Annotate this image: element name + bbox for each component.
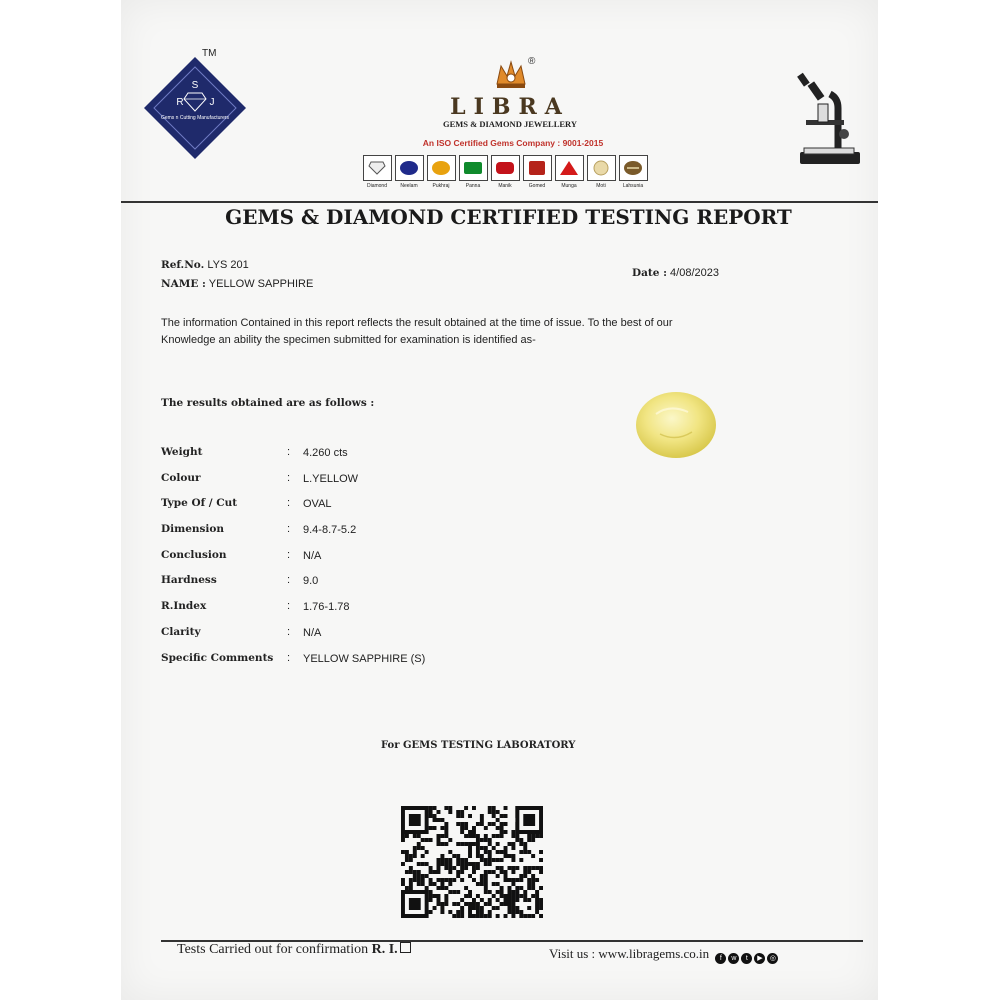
intro-line-1: The information Contained in this report reflects the result obtained at the time of issue. To the best of our — [161, 317, 673, 329]
spec-row-colour — [161, 466, 601, 492]
intro-paragraph — [161, 315, 791, 349]
srj-tagline: Gems n Cutting Manufacturers — [160, 115, 230, 121]
ri-label: R. I. — [371, 942, 398, 957]
spec-colon: : — [287, 497, 291, 510]
pukhraj-stone-icon — [431, 160, 451, 176]
spec-label: Conclusion — [161, 548, 227, 561]
spec-colon: : — [287, 600, 291, 613]
spec-label: Colour — [161, 471, 201, 484]
moti-pearl-icon — [591, 160, 611, 176]
ref-number — [161, 259, 249, 271]
gem-munga: Munga — [554, 155, 584, 195]
spec-value: OVAL — [303, 498, 332, 511]
whatsapp-icon[interactable]: w — [728, 953, 739, 964]
crown-icon — [493, 56, 529, 92]
gem-icons-row — [362, 155, 648, 195]
website-text[interactable]: Visit us : www.libragems.co.in — [549, 946, 710, 961]
spec-value: N/A — [303, 549, 322, 562]
date-value: 4/08/2023 — [670, 267, 719, 279]
spec-row-hardness — [161, 568, 601, 594]
results-heading: The results obtained are as follows : — [161, 397, 375, 409]
lab-signature: For GEMS TESTING LABORATORY — [381, 740, 576, 751]
spec-value: 9.4-8.7-5.2 — [303, 524, 357, 537]
name-label: NAME : — [161, 278, 206, 290]
qr-finder-pattern — [409, 814, 421, 826]
spec-label: Dimension — [161, 523, 225, 536]
munga-stone-icon — [559, 160, 579, 176]
lahsunia-stone-icon — [623, 160, 643, 176]
spec-value: L.YELLOW — [303, 472, 359, 485]
spec-value: 1.76-1.78 — [303, 601, 350, 614]
background-left — [0, 0, 121, 1000]
gomed-stone-icon — [527, 160, 547, 176]
footer-visit — [549, 946, 778, 964]
spec-colon: : — [287, 548, 291, 561]
spec-colon: : — [287, 574, 291, 587]
spec-row-dimension — [161, 517, 601, 543]
yellow-sapphire-photo — [630, 390, 718, 460]
registered-mark: ® — [528, 56, 536, 67]
libra-brand-name: LIBRA — [450, 94, 570, 120]
microscope-icon — [792, 68, 862, 168]
tests-text: Tests Carried out for confirmation — [177, 942, 369, 957]
social-icons — [715, 953, 778, 964]
iso-certification-line: An ISO Certified Gems Company : 9001-2015 — [422, 138, 604, 148]
spec-row-comments — [161, 646, 601, 672]
spec-row-weight — [161, 440, 601, 466]
neelam-stone-icon — [399, 160, 419, 176]
spec-colon: : — [287, 446, 291, 458]
libra-subtitle: GEMS & DIAMOND JEWELLERY — [442, 119, 578, 129]
spec-value: N/A — [303, 626, 322, 639]
spec-label: Clarity — [161, 625, 201, 638]
diamond-icon — [368, 161, 386, 175]
gem-name — [161, 278, 313, 290]
gem-moti: Moti — [586, 155, 616, 195]
spec-row-conclusion — [161, 543, 601, 569]
qr-finder-pattern — [523, 814, 535, 826]
footer-tests-note — [177, 942, 411, 958]
srj-logo — [142, 55, 248, 161]
gem-diamond: Diamond — [362, 155, 392, 195]
background-right — [878, 0, 1000, 1000]
gem-pukhraj: Pukhraj — [426, 155, 456, 195]
spec-value: 9.0 — [303, 575, 319, 588]
gem-neelam: Neelam — [394, 155, 424, 195]
srj-letter-s: S — [191, 80, 199, 91]
report-date — [632, 267, 719, 279]
spec-label: Type Of / Cut — [161, 497, 238, 510]
ri-checkbox[interactable] — [400, 942, 411, 953]
qr-finder-pattern — [409, 898, 421, 910]
twitter-icon[interactable]: t — [741, 953, 752, 964]
spec-row-cut — [161, 491, 601, 517]
specifications-table — [161, 440, 601, 671]
spec-label: Weight — [161, 446, 203, 458]
spec-label: R.Index — [161, 600, 207, 613]
name-value: YELLOW SAPPHIRE — [208, 278, 314, 290]
header-divider — [121, 201, 878, 203]
spec-row-clarity — [161, 620, 601, 646]
gem-lahsunia: Lahsunia — [618, 155, 648, 195]
gem-gomed: Gomed — [522, 155, 552, 195]
ref-value: LYS 201 — [207, 259, 249, 271]
srj-letter-j: J — [209, 97, 215, 108]
intro-line-2: Knowledge an ability the specimen submitted for examination is identified as- — [161, 334, 536, 346]
instagram-icon[interactable]: ◎ — [767, 953, 778, 964]
date-label: Date : — [632, 267, 667, 279]
spec-colon: : — [287, 625, 291, 638]
youtube-icon[interactable]: ▶ — [754, 953, 765, 964]
panna-stone-icon — [463, 160, 483, 176]
spec-colon: : — [287, 651, 291, 664]
ref-label: Ref.No. — [161, 259, 205, 271]
spec-label: Hardness — [161, 574, 217, 587]
gem-panna: Panna — [458, 155, 488, 195]
spec-value: YELLOW SAPPHIRE (S) — [303, 652, 426, 665]
report-title: GEMS & DIAMOND CERTIFIED TESTING REPORT — [225, 205, 792, 229]
gem-manik: Manik — [490, 155, 520, 195]
spec-value: 4.260 cts — [303, 447, 348, 459]
srj-letter-r: R — [176, 97, 184, 108]
spec-row-rindex — [161, 594, 601, 620]
trademark-mark: TM — [202, 48, 217, 59]
spec-label: Specific Comments — [161, 651, 274, 664]
spec-colon: : — [287, 523, 291, 536]
spec-colon: : — [287, 471, 291, 484]
qr-code[interactable] — [401, 806, 543, 918]
manik-stone-icon — [495, 160, 515, 176]
facebook-icon[interactable]: f — [715, 953, 726, 964]
